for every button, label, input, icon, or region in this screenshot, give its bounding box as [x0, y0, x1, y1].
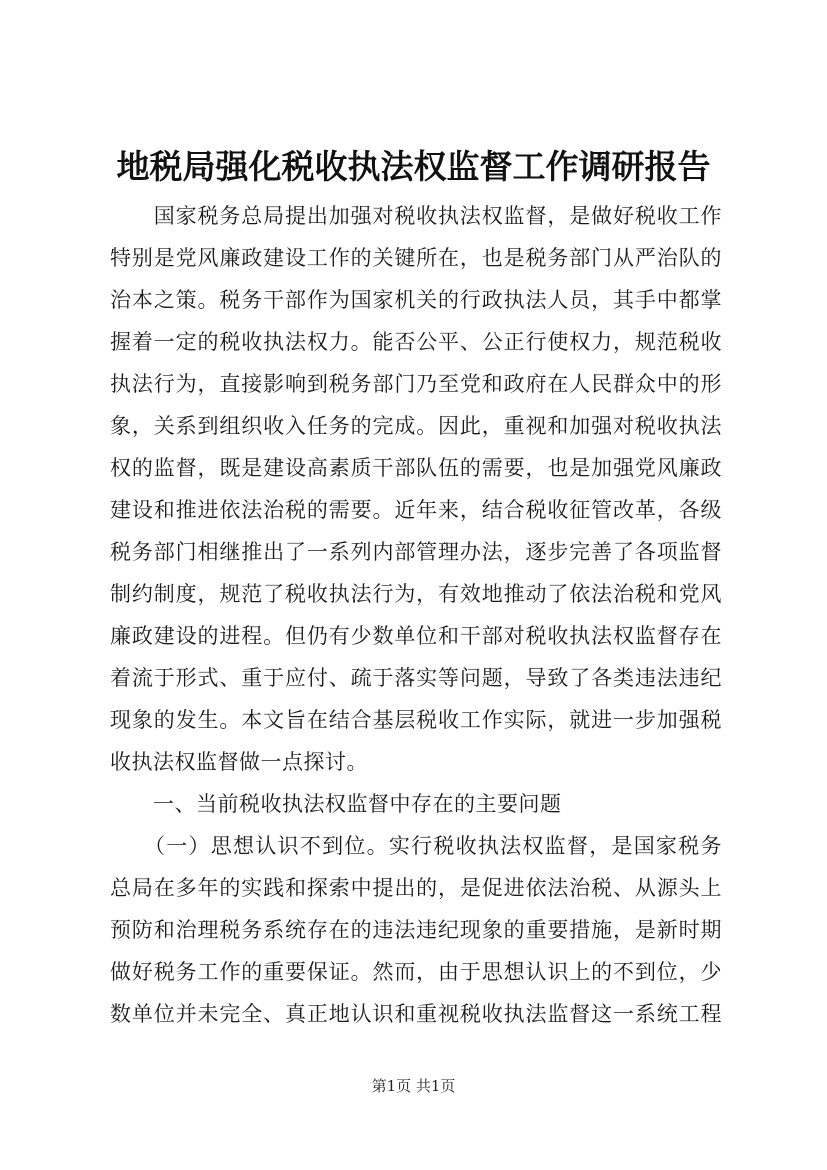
- body-line: 握着一定的税收执法权力。能否公平、公正行使权力，规范税收: [110, 330, 722, 354]
- body-line: 制约制度，规范了税收执法行为，有效地推动了依法治税和党风: [110, 582, 722, 606]
- document-body: [110, 195, 722, 1035]
- body-line: 权的监督，既是建设高素质干部队伍的需要，也是加强党风廉政: [110, 456, 722, 480]
- body-line: 做好税务工作的重要保证。然而，由于思想认识上的不到位，少: [110, 960, 722, 984]
- body-line: 收执法权监督做一点探讨。: [110, 750, 368, 774]
- body-line: 执法行为，直接影响到税务部门乃至党和政府在人民群众中的形: [110, 372, 722, 396]
- body-line: 税务部门相继推出了一系列内部管理办法，逐步完善了各项监督: [110, 540, 722, 564]
- section-heading: 一、当前税收执法权监督中存在的主要问题: [110, 792, 562, 816]
- body-line: 国家税务总局提出加强对税收执法权监督，是做好税收工作: [110, 204, 722, 228]
- body-line: 数单位并未完全、真正地认识和重视税收执法监督这一系统工程: [110, 1002, 722, 1026]
- body-line: 象，关系到组织收入任务的完成。因此，重视和加强对税收执法: [110, 414, 722, 438]
- body-line: 建设和推进依法治税的需要。近年来，结合税收征管改革，各级: [110, 498, 722, 522]
- body-line: 廉政建设的进程。但仍有少数单位和干部对税收执法权监督存在: [110, 624, 722, 648]
- body-line: 总局在多年的实践和探索中提出的，是促进依法治税、从源头上: [110, 876, 722, 900]
- body-line: 预防和治理税务系统存在的违法违纪现象的重要措施，是新时期: [110, 918, 722, 942]
- body-line: 特别是党风廉政建设工作的关键所在，也是税务部门从严治队的: [110, 246, 722, 270]
- body-line: 现象的发生。本文旨在结合基层税收工作实际，就进一步加强税: [110, 708, 722, 732]
- page-footer: 第1页 共1页: [371, 1077, 456, 1095]
- body-line: 着流于形式、重于应付、疏于落实等问题，导致了各类违法违纪: [110, 666, 722, 690]
- document-title: 地税局强化税收执法权监督工作调研报告: [116, 147, 711, 186]
- body-line: （一）思想认识不到位。实行税收执法权监督，是国家税务: [110, 834, 722, 858]
- body-line: 治本之策。税务干部作为国家机关的行政执法人员，其手中都掌: [110, 288, 722, 312]
